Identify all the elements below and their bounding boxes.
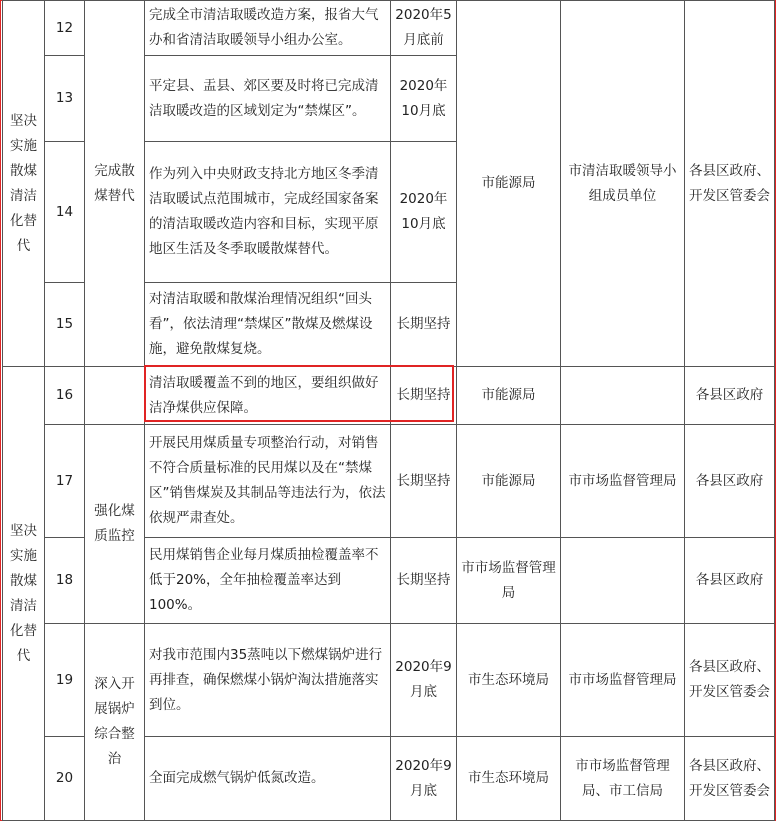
coop-unit-cell: 市市场监督管理局、市工信局 — [561, 737, 685, 821]
deadline-cell: 长期坚持 — [391, 425, 457, 538]
row-number: 18 — [45, 538, 85, 624]
group-cell: 深入开展锅炉综合整治 — [85, 624, 145, 821]
row-number: 15 — [45, 283, 85, 367]
coop-unit-cell — [561, 538, 685, 624]
task-text: 民用煤销售企业每月煤质抽检覆盖率不低于20%，全年抽检覆盖率达到100%。 — [145, 538, 391, 624]
deadline-cell: 2020年9月底 — [391, 624, 457, 737]
deadline-cell: 2020年5月底前 — [391, 1, 457, 56]
category-cell: 坚决实施散煤清洁化替代 — [3, 367, 45, 821]
row-number: 14 — [45, 142, 85, 283]
task-text: 对我市范围内35蒸吨以下燃煤锅炉进行再排查，确保燃煤小锅炉淘汰措施落实到位。 — [145, 624, 391, 737]
row-number: 13 — [45, 56, 85, 142]
resp-unit-cell: 各县区政府 — [685, 425, 775, 538]
deadline-cell: 长期坚持 — [391, 283, 457, 367]
table-row — [3, 367, 775, 425]
coop-unit-cell — [561, 367, 685, 425]
category-cell: 坚决实施散煤清洁化替代 — [3, 1, 45, 367]
deadline-cell: 2020年10月底 — [391, 56, 457, 142]
lead-unit-cell: 市能源局 — [457, 1, 561, 367]
table-row — [3, 624, 775, 737]
lead-unit-cell: 市生态环境局 — [457, 737, 561, 821]
deadline-cell: 长期坚持 — [391, 538, 457, 624]
table-row — [3, 425, 775, 538]
lead-unit-cell: 市市场监督管理局 — [457, 538, 561, 624]
coop-unit-cell: 市清洁取暖领导小组成员单位 — [561, 1, 685, 367]
row-number: 12 — [45, 1, 85, 56]
row-number: 17 — [45, 425, 85, 538]
resp-unit-cell: 各县区政府 — [685, 367, 775, 425]
task-text: 全面完成燃气锅炉低氮改造。 — [145, 737, 391, 821]
row-number: 19 — [45, 624, 85, 737]
task-text: 开展民用煤质量专项整治行动，对销售不符合质量标准的民用煤以及在“禁煤区”销售煤炭及其制品等违法行为，依法依规严肃查处。 — [145, 425, 391, 538]
coop-unit-cell: 市市场监督管理局 — [561, 425, 685, 538]
deadline-cell: 2020年9月底 — [391, 737, 457, 821]
deadline-cell: 2020年10月底 — [391, 142, 457, 283]
resp-unit-cell: 各县区政府、开发区管委会 — [685, 1, 775, 367]
task-text: 完成全市清洁取暖改造方案，报省大气办和省清洁取暖领导小组办公室。 — [145, 1, 391, 56]
table-row — [3, 1, 775, 56]
task-table — [2, 0, 775, 821]
lead-unit-cell: 市生态环境局 — [457, 624, 561, 737]
row-number: 16 — [45, 367, 85, 425]
group-cell — [85, 367, 145, 425]
deadline-cell: 长期坚持 — [391, 367, 457, 425]
task-text: 平定县、盂县、郊区要及时将已完成清洁取暖改造的区域划定为“禁煤区”。 — [145, 56, 391, 142]
group-cell: 强化煤质监控 — [85, 425, 145, 624]
lead-unit-cell: 市能源局 — [457, 425, 561, 538]
lead-unit-cell: 市能源局 — [457, 367, 561, 425]
task-text: 对清洁取暖和散煤治理情况组织“回头看”，依法清理“禁煤区”散煤及燃煤设施，避免散煤复烧。 — [145, 283, 391, 367]
row-number: 20 — [45, 737, 85, 821]
task-text: 清洁取暖覆盖不到的地区，要组织做好洁净煤供应保障。 — [145, 367, 391, 425]
coop-unit-cell: 市市场监督管理局 — [561, 624, 685, 737]
group-cell: 完成散煤替代 — [85, 1, 145, 367]
resp-unit-cell: 各县区政府、开发区管委会 — [685, 737, 775, 821]
resp-unit-cell: 各县区政府、开发区管委会 — [685, 624, 775, 737]
task-text: 作为列入中央财政支持北方地区冬季清洁取暖试点范围城市，完成经国家备案的清洁取暖改造内容和目标，实现平原地区生活及冬季取暖散煤替代。 — [145, 142, 391, 283]
resp-unit-cell: 各县区政府 — [685, 538, 775, 624]
